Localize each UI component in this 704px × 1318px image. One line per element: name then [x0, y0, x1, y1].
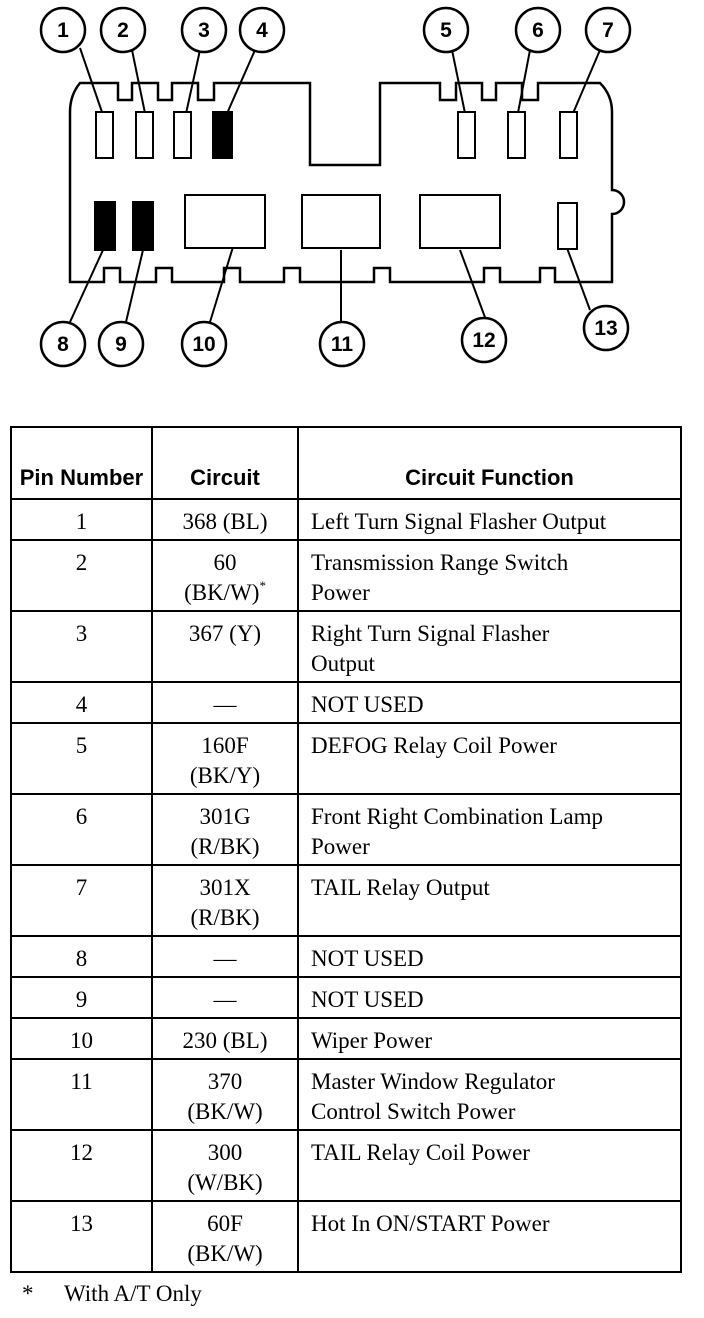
terminal-1: [96, 112, 113, 158]
terminal-12: [420, 195, 500, 248]
circuit-function-cell: [298, 1201, 681, 1272]
circuit-line: 300: [207, 1140, 243, 1165]
callout-number: 8: [57, 333, 69, 356]
terminal-9: [133, 202, 153, 250]
terminal-13: [558, 203, 577, 249]
table-row: [11, 977, 681, 1018]
circuit-line: 60F: [207, 1211, 243, 1236]
function-line: Front Right Combination Lamp: [311, 804, 603, 829]
circuit-cell: [152, 1059, 298, 1130]
circuit-function-cell: [298, 1018, 681, 1059]
connector-diagram: [0, 0, 704, 400]
footnote-mark: *: [22, 1281, 34, 1306]
table-row: [11, 1201, 681, 1272]
circuit-line: (BK/W): [187, 1241, 263, 1266]
circuit-cell: [152, 540, 298, 611]
callout-number: 5: [440, 19, 452, 42]
pin-number-cell: 5: [11, 723, 152, 794]
table-row: [11, 1059, 681, 1130]
header-pin-number: [11, 427, 152, 499]
callout-number: 10: [192, 333, 216, 356]
table-row: [11, 794, 681, 865]
circuit-cell: [152, 794, 298, 865]
circuit-line: 230 (BL): [182, 1028, 268, 1053]
pin-callout-9: [99, 322, 143, 366]
circuit-function-cell: [298, 1059, 681, 1130]
footnote: [22, 1281, 202, 1307]
header-circuit-function: Circuit Function: [298, 427, 681, 499]
function-line: Hot In ON/START Power: [311, 1211, 550, 1236]
function-line: Transmission Range Switch: [311, 550, 569, 575]
circuit-cell: [152, 682, 298, 723]
pin-number-cell: 8: [11, 936, 152, 977]
circuit-line: 368 (BL): [182, 509, 268, 534]
callout-number: 13: [594, 317, 618, 340]
function-line: Right Turn Signal Flasher: [311, 621, 550, 646]
circuit-function-cell: [298, 794, 681, 865]
circuit-line: (R/BK): [190, 834, 260, 859]
table-header-row: [11, 427, 681, 499]
function-line: NOT USED: [311, 692, 424, 717]
circuit-line: —: [213, 946, 237, 971]
circuit-cell: [152, 977, 298, 1018]
circuit-function-cell: [298, 611, 681, 682]
function-line: NOT USED: [311, 987, 424, 1012]
pin-callout-12: [462, 318, 506, 362]
callout-number: 11: [330, 333, 354, 356]
circuit-line: (BK/W)*: [184, 578, 266, 605]
terminal-7: [560, 112, 577, 158]
function-line: Master Window Regulator: [311, 1069, 555, 1094]
table-row: [11, 499, 681, 540]
terminal-10: [185, 195, 265, 248]
pin-number-cell: 12: [11, 1130, 152, 1201]
pin-callout-10: [182, 322, 226, 366]
terminal-11: [302, 195, 380, 248]
pin-number-cell: 11: [11, 1059, 152, 1130]
circuit-line: (W/BK): [187, 1170, 263, 1195]
table-row: [11, 723, 681, 794]
callout-number: 6: [532, 19, 544, 42]
circuit-cell: [152, 1201, 298, 1272]
function-line: Left Turn Signal Flasher Output: [311, 509, 607, 534]
circuit-function-cell: [298, 540, 681, 611]
pin-number-cell: 1: [11, 499, 152, 540]
callout-number: 3: [198, 19, 210, 42]
circuit-line: 301G: [199, 804, 251, 829]
circuit-line: 301X: [199, 875, 251, 900]
table-row: [11, 611, 681, 682]
pin-number-cell: 13: [11, 1201, 152, 1272]
circuit-line: —: [213, 987, 237, 1012]
table-row: [11, 540, 681, 611]
circuit-cell: [152, 723, 298, 794]
function-line: Control Switch Power: [311, 1099, 516, 1124]
pin-callout-6: [516, 8, 560, 52]
terminal-8: [95, 202, 115, 250]
terminal-4: [213, 112, 232, 158]
circuit-cell: [152, 1130, 298, 1201]
pin-table: [10, 426, 682, 1273]
pin-number-cell: 4: [11, 682, 152, 723]
pin-number-cell: 3: [11, 611, 152, 682]
function-line: Output: [311, 651, 375, 676]
function-line: Power: [311, 580, 370, 605]
circuit-line: 367 (Y): [188, 621, 262, 646]
callout-number: 9: [115, 333, 127, 356]
circuit-function-cell: [298, 865, 681, 936]
function-line: Wiper Power: [311, 1028, 433, 1053]
circuit-cell: [152, 499, 298, 540]
circuit-function-cell: [298, 1130, 681, 1201]
table-row: [11, 1018, 681, 1059]
pin-callout-5: [424, 8, 468, 52]
pin-callout-4: [240, 8, 284, 52]
callout-number: 4: [256, 19, 268, 42]
callout-number: 1: [57, 19, 69, 42]
circuit-cell: [152, 936, 298, 977]
header-circuit: Circuit: [152, 427, 298, 499]
pin-callout-2: [101, 8, 145, 52]
pin-callout-7: [586, 8, 630, 52]
pin-callout-1: [41, 8, 85, 52]
circuit-cell: [152, 611, 298, 682]
callout-number: 7: [602, 19, 614, 42]
footnote-text: With A/T Only: [64, 1281, 202, 1306]
circuit-line: 160F: [201, 733, 249, 758]
function-line: TAIL Relay Coil Power: [311, 1140, 530, 1165]
circuit-line: (BK/Y): [189, 763, 261, 788]
pin-number-cell: 2: [11, 540, 152, 611]
callout-number: 2: [117, 19, 129, 42]
callout-number: 12: [472, 329, 496, 352]
table-row: [11, 1130, 681, 1201]
pin-callout-8: [41, 322, 85, 366]
table-row: [11, 865, 681, 936]
table-row: [11, 682, 681, 723]
circuit-function-cell: [298, 936, 681, 977]
terminal-5: [458, 112, 475, 158]
circuit-line: (BK/W): [187, 1099, 263, 1124]
circuit-cell: [152, 1018, 298, 1059]
pin-callout-11: [320, 322, 364, 366]
function-line: Power: [311, 834, 370, 859]
pin-callout-13: [584, 306, 628, 350]
terminal-6: [508, 112, 525, 158]
pin-number-cell: 9: [11, 977, 152, 1018]
circuit-function-cell: [298, 977, 681, 1018]
circuit-function-cell: [298, 682, 681, 723]
circuit-line: 60: [213, 550, 237, 575]
pin-number-cell: 7: [11, 865, 152, 936]
header-pin-line2: Number: [60, 465, 144, 490]
terminal-3: [174, 112, 191, 158]
function-line: TAIL Relay Output: [311, 875, 490, 900]
circuit-line: 370: [207, 1069, 243, 1094]
circuit-function-cell: [298, 499, 681, 540]
table-row: [11, 936, 681, 977]
pin-callout-3: [182, 8, 226, 52]
circuit-line: (R/BK): [190, 905, 260, 930]
circuit-function-cell: [298, 723, 681, 794]
header-pin-line1: Pin: [19, 465, 54, 490]
pin-number-cell: 6: [11, 794, 152, 865]
function-line: NOT USED: [311, 946, 424, 971]
function-line: DEFOG Relay Coil Power: [311, 733, 557, 758]
circuit-line: —: [213, 692, 237, 717]
circuit-cell: [152, 865, 298, 936]
pin-number-cell: 10: [11, 1018, 152, 1059]
terminal-2: [136, 112, 153, 158]
